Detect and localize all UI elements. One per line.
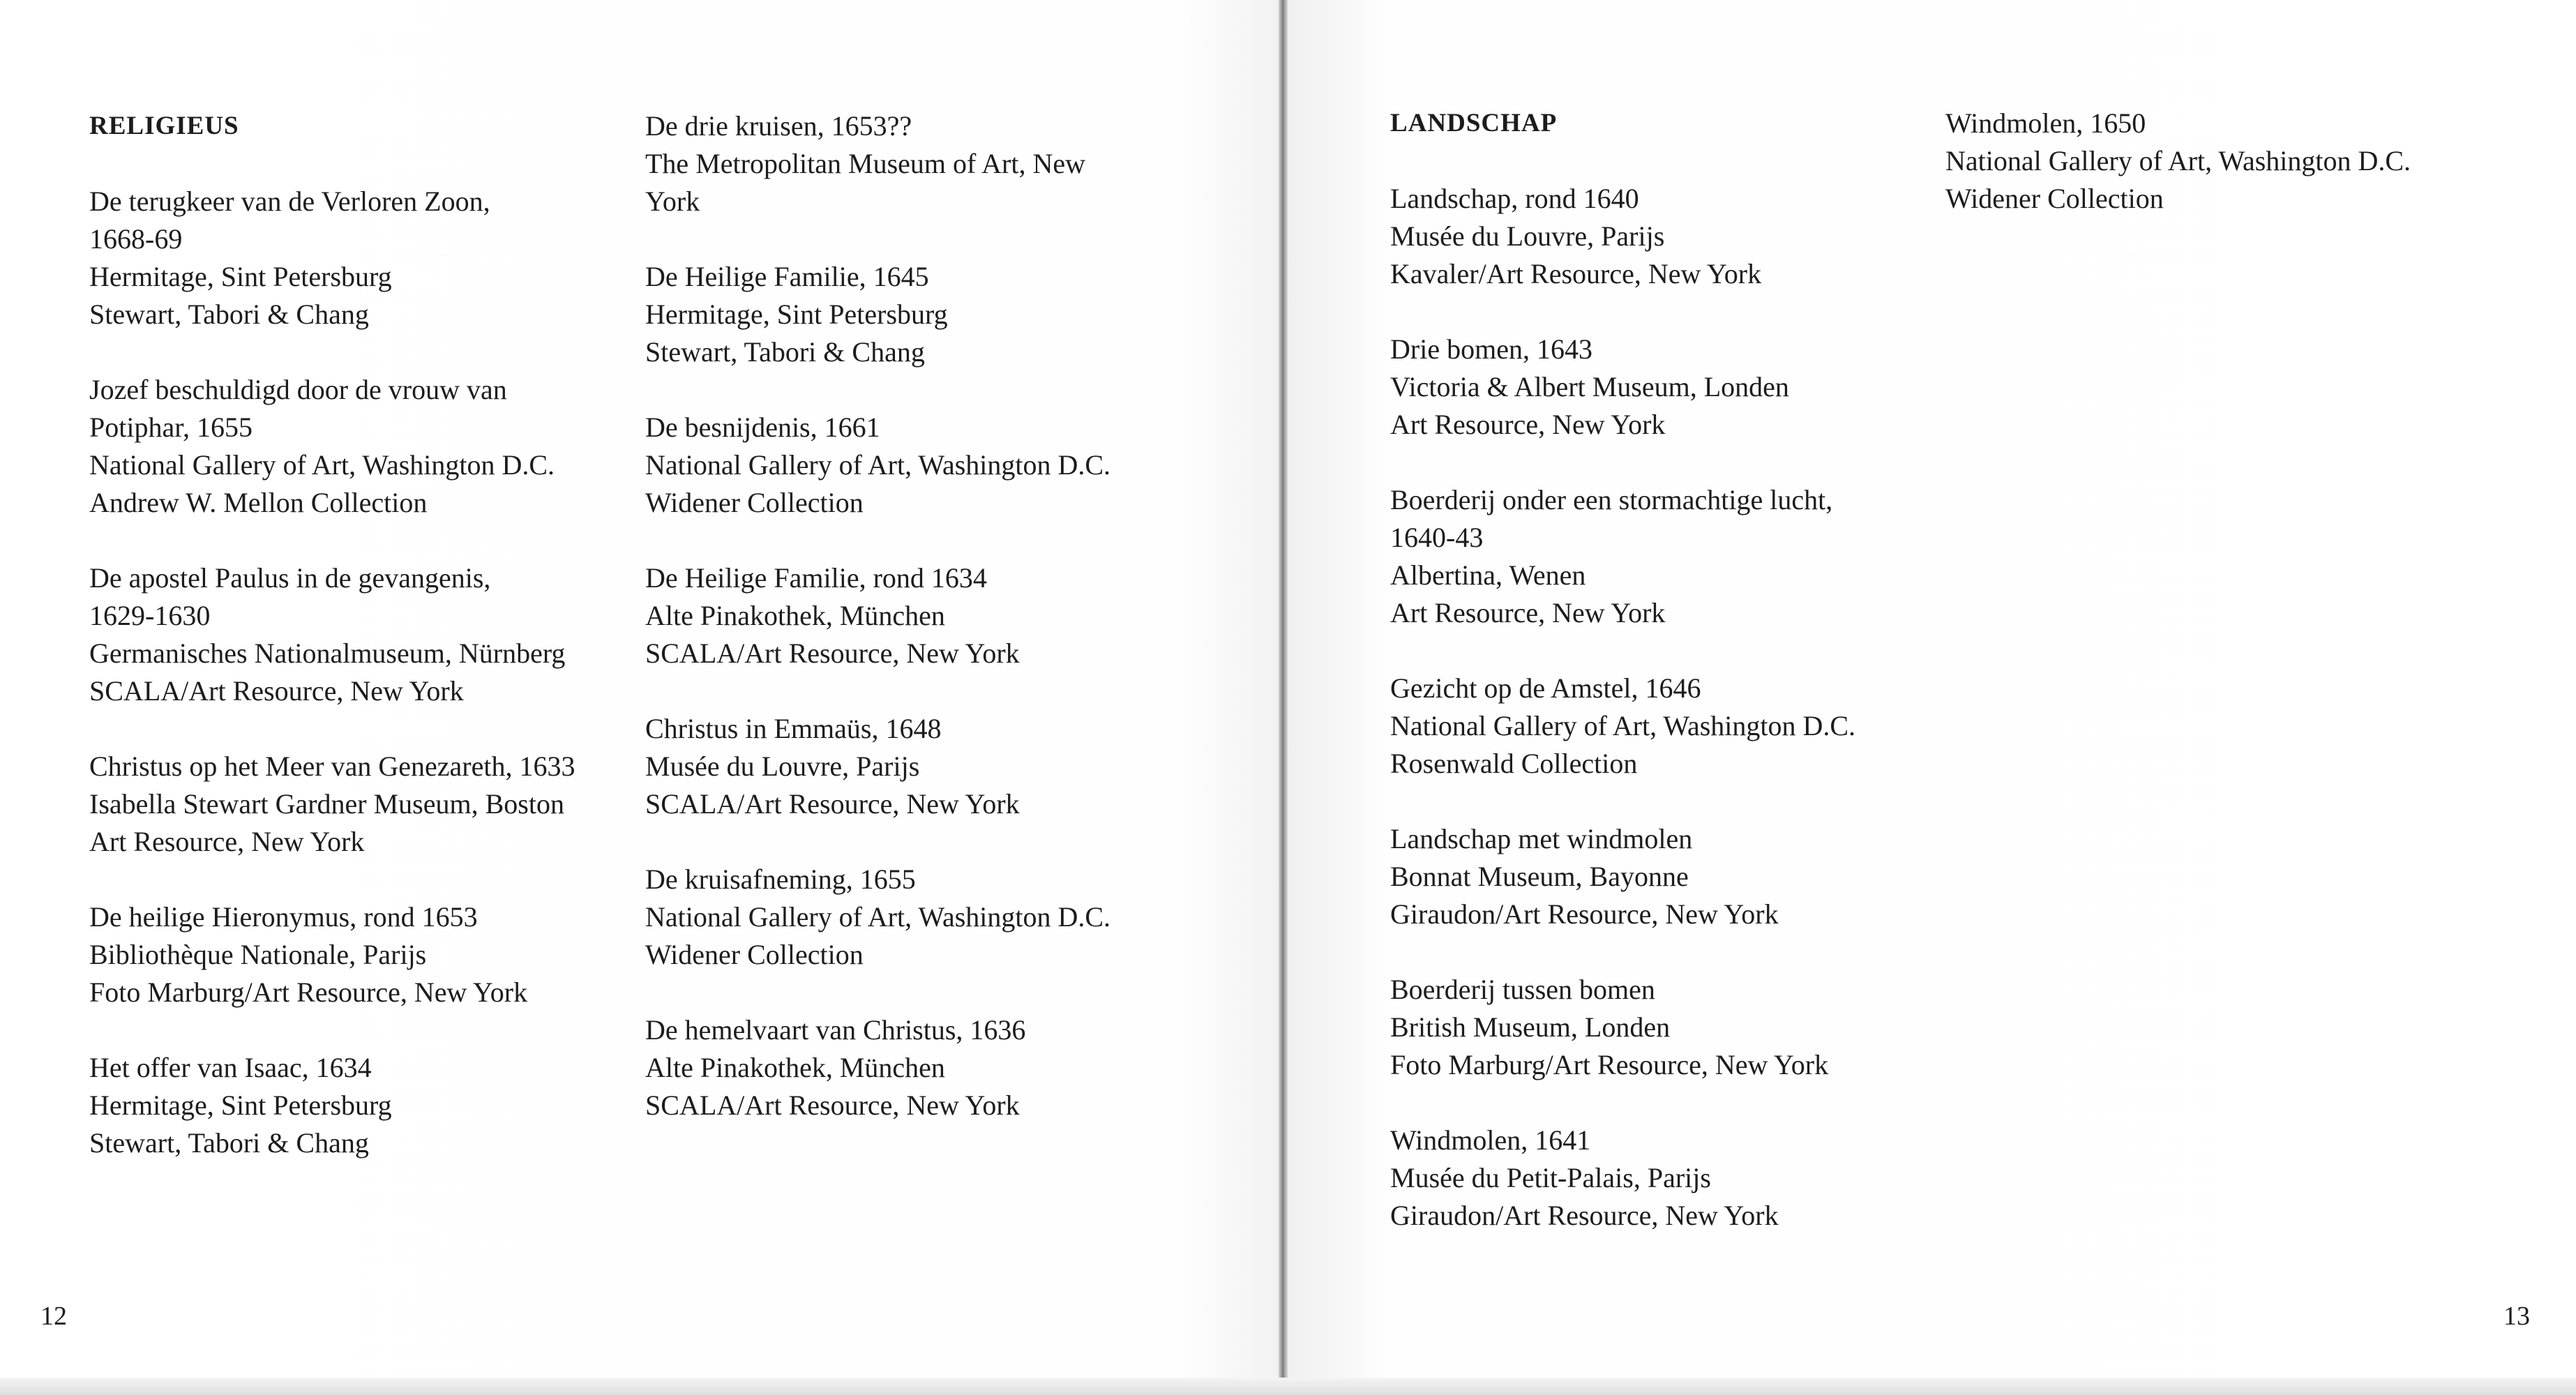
entry-line: 1668-69 (89, 223, 183, 255)
entry-list (89, 183, 575, 1162)
entry-line: Art Resource, New York (1390, 409, 1666, 440)
entry-list (1945, 105, 2411, 218)
entry-line: De Heilige Familie, rond 1634 (645, 562, 987, 594)
entry-line: National Gallery of Art, Washington D.C. (1945, 145, 2411, 176)
entry-line: De terugkeer van de Verloren Zoon, (89, 186, 490, 217)
entry-line: Art Resource, New York (1390, 597, 1666, 628)
entry-line: Bibliothèque Nationale, Parijs (89, 939, 427, 970)
entry-line: The Metropolitan Museum of Art, New (645, 148, 1085, 179)
catalog-entry (645, 1011, 1110, 1124)
entry-list (645, 107, 1110, 1124)
entry-line: De Heilige Familie, 1645 (645, 261, 929, 292)
entry-line: Andrew W. Mellon Collection (89, 487, 428, 518)
catalog-entry (89, 748, 575, 861)
entry-line: Alte Pinakothek, München (645, 600, 945, 631)
entry-line: SCALA/Art Resource, New York (89, 675, 464, 707)
entry-line: Hermitage, Sint Petersburg (89, 261, 392, 292)
catalog-entry (645, 710, 1110, 823)
entry-line: Windmolen, 1641 (1390, 1124, 1591, 1156)
entry-line: Drie bomen, 1643 (1390, 333, 1592, 365)
entry-line: Christus in Emmaüs, 1648 (645, 713, 942, 744)
entry-line: National Gallery of Art, Washington D.C. (89, 449, 555, 481)
entry-line: British Museum, Londen (1390, 1011, 1671, 1043)
left-column-2 (645, 107, 1110, 1162)
entry-line: Musée du Louvre, Parijs (645, 751, 920, 782)
entry-line: Victoria & Albert Museum, Londen (1390, 371, 1789, 402)
entry-line: York (645, 186, 700, 217)
catalog-entry (645, 409, 1110, 522)
entry-line: National Gallery of Art, Washington D.C. (1390, 710, 1856, 741)
entry-line: Widener Collection (1945, 183, 2164, 214)
entry-line: National Gallery of Art, Washington D.C. (645, 449, 1111, 481)
entry-line: Hermitage, Sint Petersburg (89, 1089, 392, 1121)
catalog-entry (89, 898, 575, 1011)
left-page (0, 0, 1281, 1378)
entry-line: Musée du Louvre, Parijs (1390, 220, 1665, 252)
catalog-entry (1390, 180, 1855, 293)
catalog-entry (1945, 105, 2411, 218)
book-gutter (1279, 0, 1288, 1395)
entry-line: Foto Marburg/Art Resource, New York (1390, 1049, 1829, 1080)
entry-line: SCALA/Art Resource, New York (645, 638, 1020, 669)
entry-line: De hemelvaart van Christus, 1636 (645, 1014, 1026, 1046)
entry-line: Germanisches Nationalmuseum, Nürnberg (89, 638, 566, 669)
entry-line: Boerderij tussen bomen (1390, 974, 1655, 1005)
section-heading-landschap: LANDSCHAP (1390, 109, 1558, 137)
right-column-1 (1390, 105, 1855, 1272)
catalog-entry (1390, 481, 1855, 632)
catalog-entry (89, 559, 575, 710)
entry-line: Windmolen, 1650 (1945, 107, 2146, 139)
entry-line: Stewart, Tabori & Chang (89, 1127, 369, 1159)
entry-line: Giraudon/Art Resource, New York (1390, 1200, 1779, 1231)
entry-line: Bonnat Museum, Bayonne (1390, 861, 1689, 892)
entry-line: De apostel Paulus in de gevangenis, (89, 562, 491, 594)
entry-line: Landschap, rond 1640 (1390, 183, 1639, 214)
catalog-entry (89, 371, 575, 522)
catalog-entry (1390, 820, 1855, 933)
entry-line: Stewart, Tabori & Chang (89, 299, 369, 330)
entry-line: Widener Collection (645, 939, 864, 970)
entry-line: Isabella Stewart Gardner Museum, Boston (89, 788, 564, 820)
entry-line: Albertina, Wenen (1390, 559, 1586, 591)
entry-line: Hermitage, Sint Petersburg (645, 299, 948, 330)
entry-line: Jozef beschuldigd door de vrouw van (89, 374, 507, 405)
catalog-entry (645, 559, 1110, 672)
entry-list (1390, 180, 1855, 1235)
entry-line: Christus op het Meer van Genezareth, 1633 (89, 751, 575, 782)
catalog-entry (645, 107, 1110, 220)
entry-line: Landschap met windmolen (1390, 823, 1693, 854)
entry-line: 1640-43 (1390, 522, 1484, 553)
entry-line: Stewart, Tabori & Chang (645, 336, 925, 368)
section-heading-religieus: RELIGIEUS (89, 112, 239, 140)
catalog-entry (1390, 670, 1855, 783)
entry-line: Art Resource, New York (89, 826, 365, 857)
entry-line: Alte Pinakothek, München (645, 1052, 945, 1083)
entry-line: Het offer van Isaac, 1634 (89, 1052, 372, 1083)
entry-line: SCALA/Art Resource, New York (645, 1089, 1020, 1121)
entry-line: De drie kruisen, 1653?? (645, 110, 912, 142)
page-number: 13 (2503, 1302, 2530, 1331)
page-bottom-edge (0, 1378, 2576, 1395)
entry-line: Widener Collection (645, 487, 864, 518)
entry-line: De heilige Hieronymus, rond 1653 (89, 901, 478, 933)
entry-line: Kavaler/Art Resource, New York (1390, 258, 1762, 289)
right-page (1288, 0, 2576, 1378)
catalog-entry (645, 258, 1110, 371)
page-number: 12 (40, 1302, 67, 1331)
catalog-entry (645, 861, 1110, 974)
right-column-2 (1945, 105, 2411, 255)
entry-line: National Gallery of Art, Washington D.C. (645, 901, 1111, 933)
entry-line: 1629-1630 (89, 600, 211, 631)
catalog-entry (1390, 971, 1855, 1084)
entry-line: Gezicht op de Amstel, 1646 (1390, 672, 1701, 704)
catalog-entry (89, 1049, 575, 1162)
entry-line: De besnijdenis, 1661 (645, 412, 880, 443)
catalog-entry (1390, 331, 1855, 444)
entry-line: Giraudon/Art Resource, New York (1390, 898, 1779, 930)
entry-line: De kruisafneming, 1655 (645, 864, 916, 895)
entry-line: Foto Marburg/Art Resource, New York (89, 976, 528, 1008)
entry-line: Rosenwald Collection (1390, 748, 1638, 779)
entry-line: Potiphar, 1655 (89, 412, 253, 443)
catalog-entry (89, 183, 575, 333)
entry-line: SCALA/Art Resource, New York (645, 788, 1020, 820)
entry-line: Boerderij onder een stormachtige lucht, (1390, 484, 1833, 515)
entry-line: Musée du Petit-Palais, Parijs (1390, 1162, 1711, 1193)
left-column-1 (89, 107, 575, 1200)
catalog-entry (1390, 1122, 1855, 1235)
